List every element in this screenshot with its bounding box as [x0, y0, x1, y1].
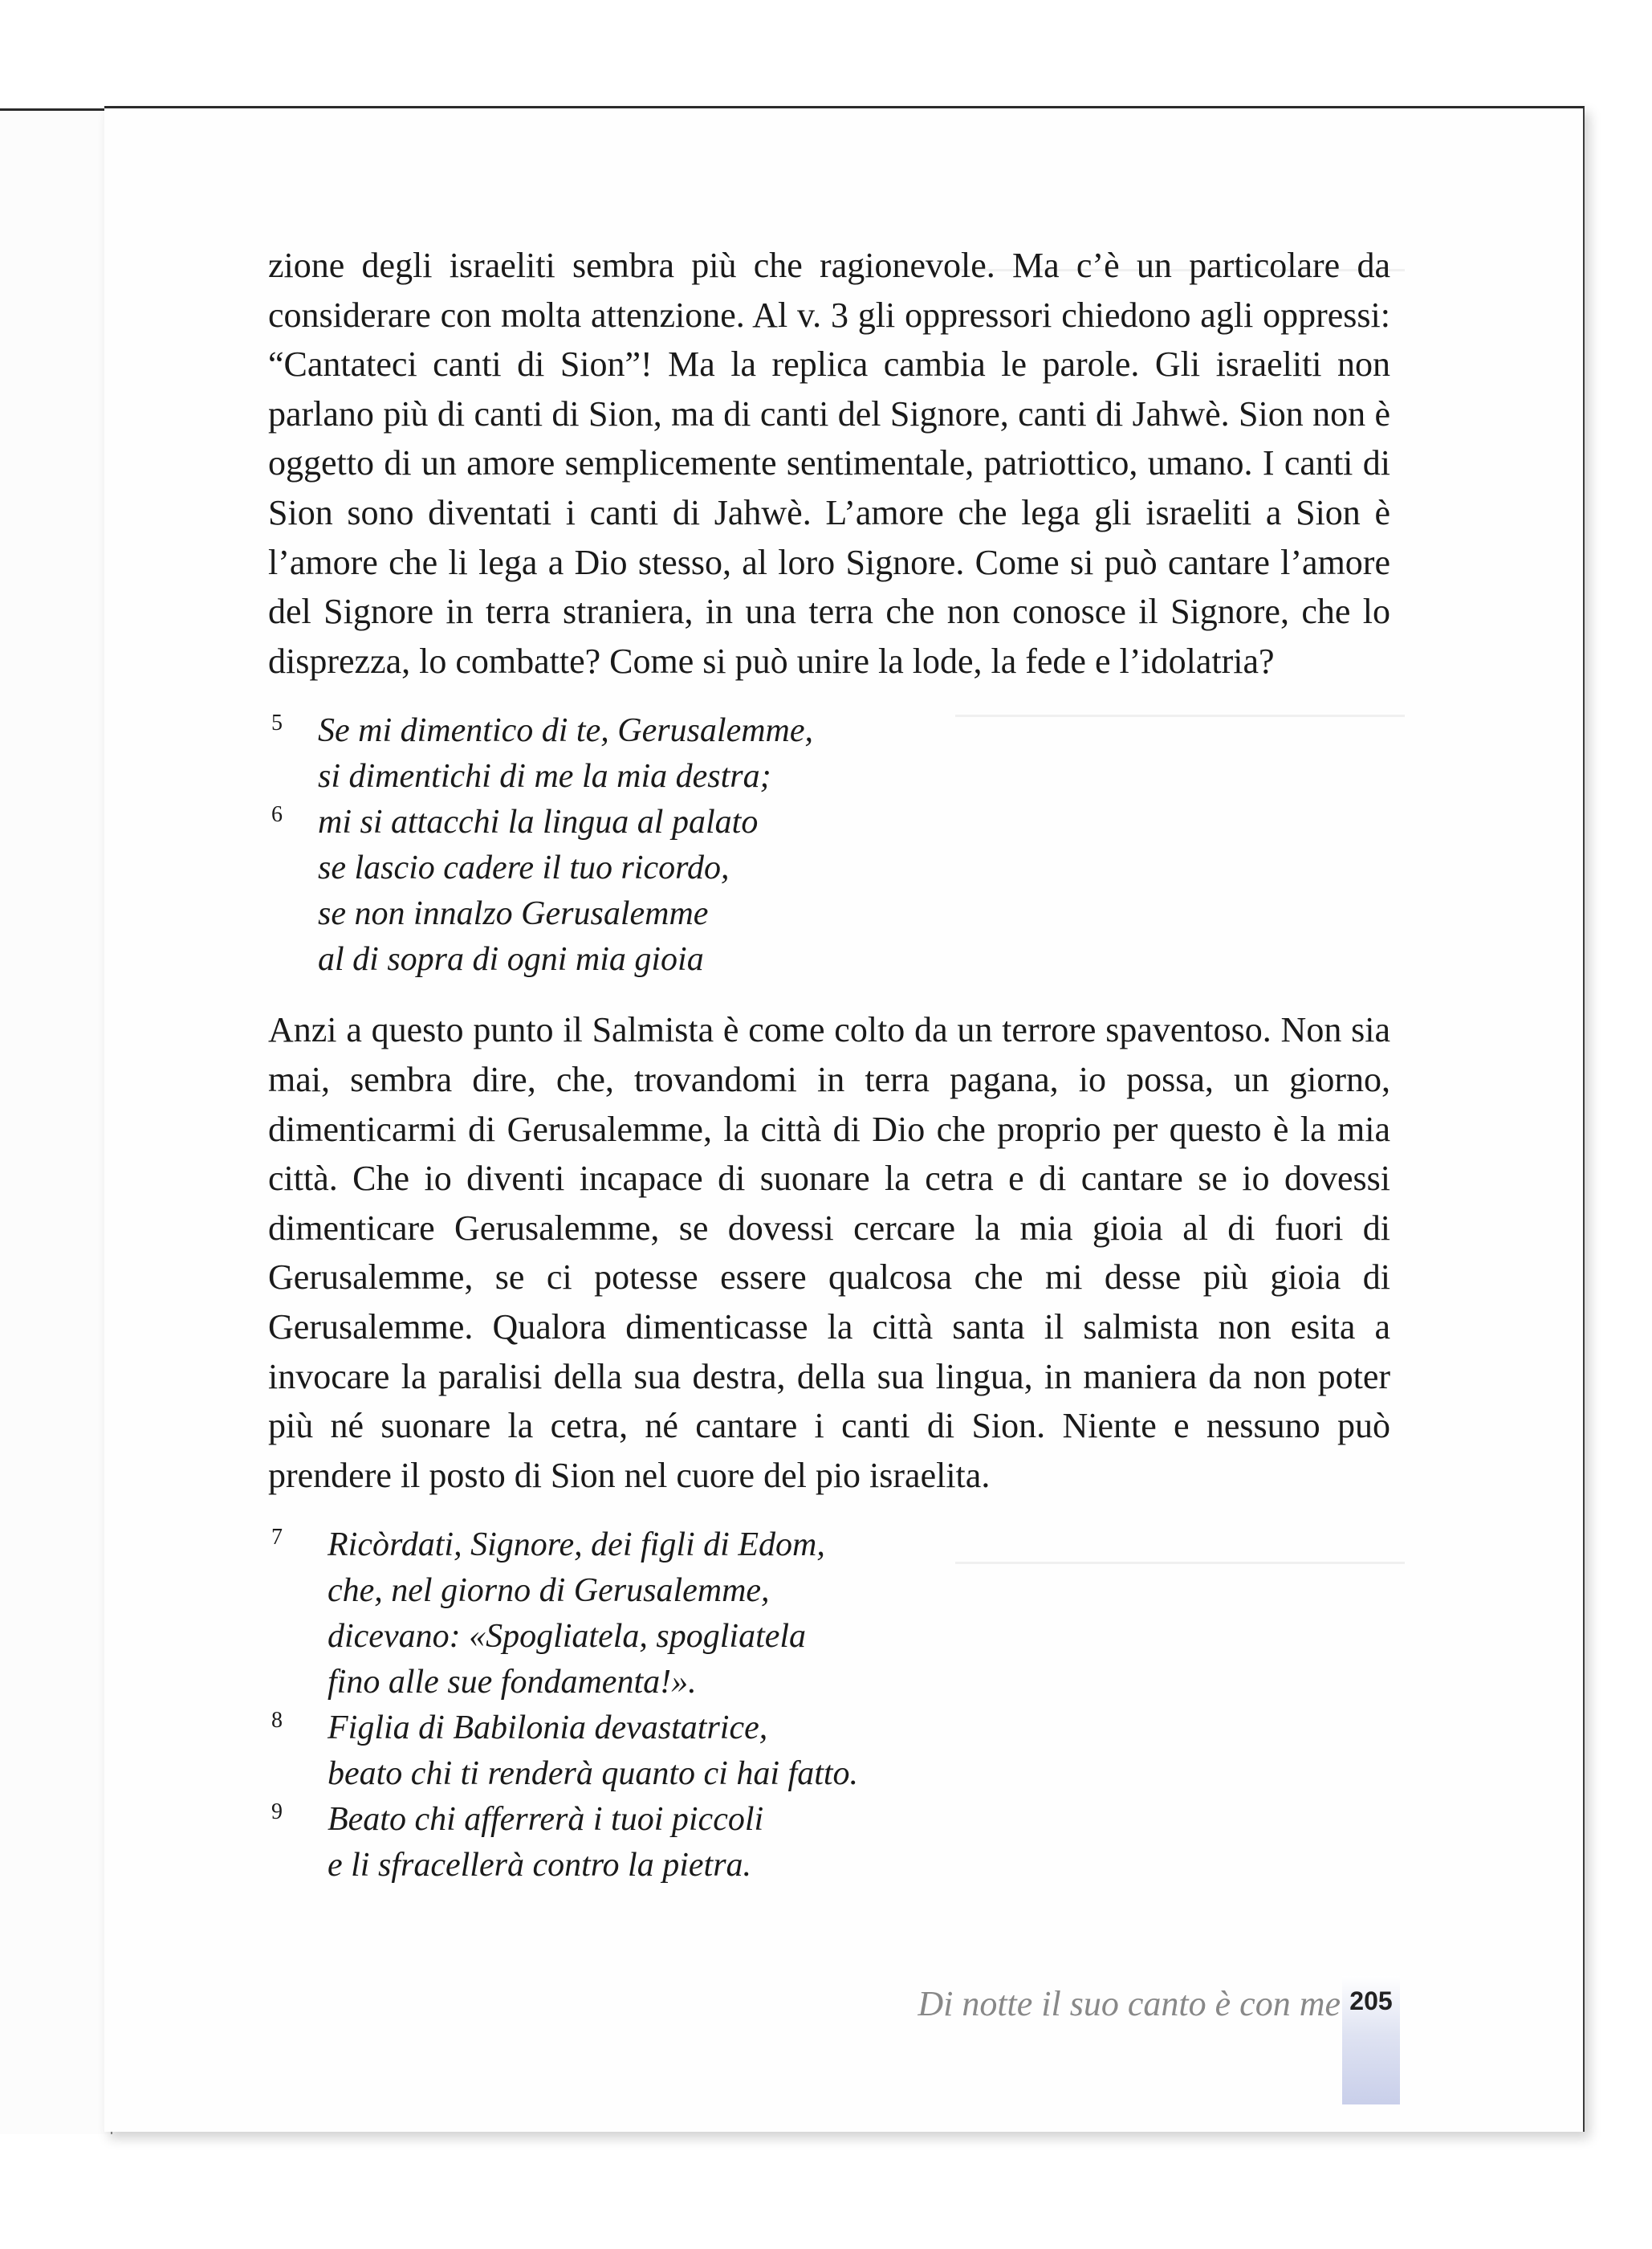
facing-page-edge — [0, 108, 112, 2134]
verse-7-line-2: che, nel giorno di Gerusalemme, — [328, 1572, 770, 1610]
page-body — [268, 241, 1390, 1911]
verse-number: 5 — [271, 711, 283, 736]
page-number: 205 — [1349, 1986, 1393, 2015]
verse-8-line-1: 8 Figlia di Babilonia devastatrice, — [268, 1705, 1390, 1751]
verse-7-line-3: dicevano: «Spogliatela, spogliatela — [328, 1618, 807, 1656]
verse-number: 8 — [271, 1708, 283, 1734]
verse-6-line-3: se non innalzo Gerusalemme — [318, 895, 709, 933]
paragraph-2: Anzi a questo punto il Salmista è come colto da un terrore spaventoso. Non sia mai, sembra dire, che, trovandomi in terra pagana, io possa, un giorno, dimenticarmi di Gerusalemme, la città di Dio che proprio per questo è la mia città. Che io diventi incapace di suonare la cetra e di cantare se io dovessi dimenticare Gerusalemme, se dovessi cercare la mia gioia al di fuori di Gerusalemme, se ci potesse essere qualcosa che mi desse più gioia di Gerusalemme. Qualora dimenticasse la città santa il salmista non esita a invocare la paralisi della sua destra, della sua lingua, in maniera da non poter più né suonare la cetra, né cantare i canti di Sion. Niente e nessuno può prendere il posto di Sion nel cuore del pio israelita. — [268, 1010, 1390, 1495]
verse-5-line-2: si dimentichi di me la mia destra; — [318, 758, 771, 796]
verse-number: 6 — [271, 802, 283, 828]
verse-number: 9 — [271, 1799, 283, 1825]
verse-8-line-2: beato chi ti renderà quanto ci hai fatto. — [328, 1755, 859, 1793]
psalm-quote-1 — [268, 708, 1390, 983]
verse-5-line-1: 5 Se mi dimentico di te, Gerusalemme, — [268, 708, 1390, 754]
verse-9-line-2: e li sfracellerà contro la pietra. — [328, 1847, 752, 1884]
paragraph-1: zione degli israeliti sembra più che ragionevole. Ma c’è un particolare da considerare con molta attenzione. Al v. 3 gli oppressori chiedono agli oppressi: “Cantateci canti di Sion”! Ma la replica cambia le parole. Gli israeliti non parlano più di canti di Sion, ma di canti del Signore, canti di Jahwè. Sion non è oggetto di un amore semplicemente sentimentale, patriottico, umano. I canti di Sion sono diventati i canti di Jahwè. L’amore che lega gli israeliti a Sion è l’amore che li lega a Dio stesso, al loro Signore. Come si può cantare l’amore del Signore in terra straniera, in una terra che non conosce il Signore, che lo disprezza, lo combatte? Come si può unire la lode, la fede e l’idolatria? — [268, 246, 1390, 681]
verse-7-line-4: fino alle sue fondamenta!». — [328, 1664, 697, 1701]
verse-7-line-1: 7 Ricòrdati, Signore, dei figli di Edom, — [268, 1522, 1390, 1568]
running-footer-title: Di notte il suo canto è con me — [918, 1984, 1341, 2023]
verse-6-line-1: 6 mi si attacchi la lingua al palato — [268, 800, 1390, 845]
verse-6-line-2: se lascio cadere il tuo ricordo, — [318, 849, 730, 887]
verse-6-line-4: al di sopra di ogni mia gioia — [318, 941, 704, 979]
verse-number: 7 — [271, 1525, 283, 1550]
psalm-quote-2 — [268, 1522, 1390, 1888]
verse-9-line-1: 9 Beato chi afferrerà i tuoi piccoli — [268, 1797, 1390, 1843]
